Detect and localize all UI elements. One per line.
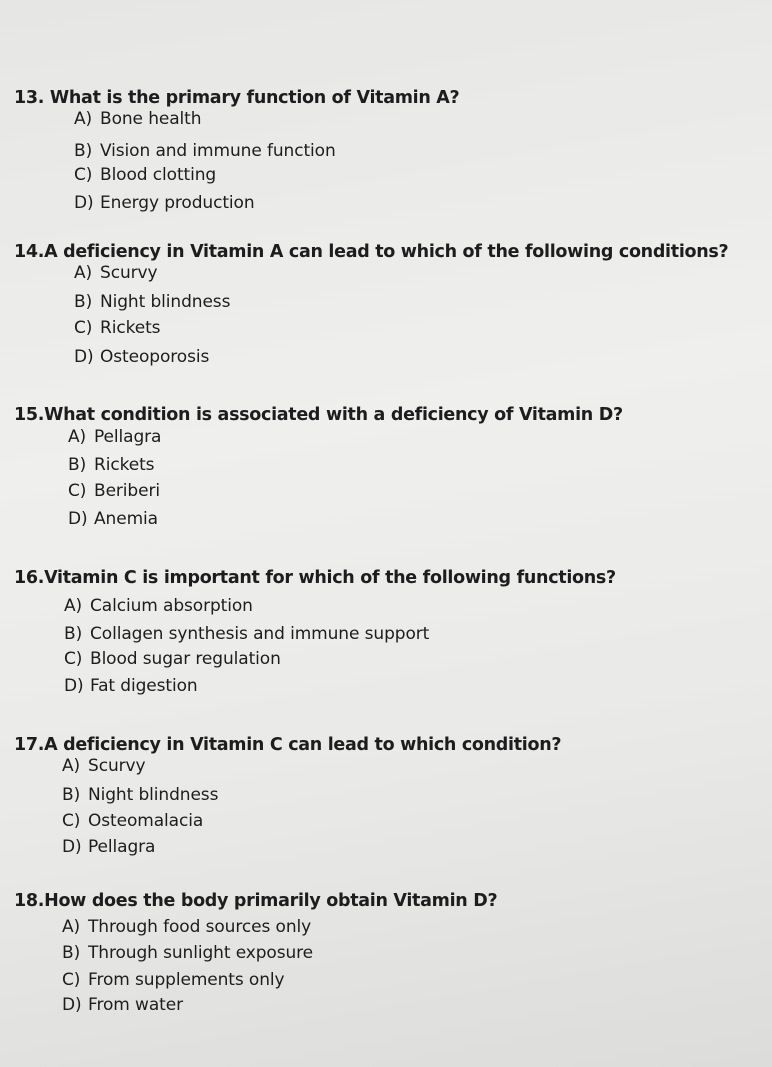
option-letter: D) [64, 676, 84, 696]
option-letter: A) [62, 917, 81, 937]
question-15-option-b[interactable] [68, 455, 154, 475]
question-17-option-a[interactable] [62, 756, 145, 776]
question-13-option-a[interactable] [74, 109, 201, 129]
question-18-option-c[interactable] [62, 970, 285, 990]
question-16-option-a[interactable] [64, 596, 253, 616]
option-letter: B) [74, 141, 93, 161]
option-letter: A) [64, 596, 83, 616]
question-17-option-b[interactable] [62, 785, 218, 805]
question-15-option-c[interactable] [68, 481, 160, 501]
question-13-option-c[interactable] [74, 165, 216, 185]
option-letter: B) [74, 292, 93, 312]
option-text: Night blindness [88, 785, 219, 805]
option-letter: C) [62, 811, 81, 831]
option-text: Rickets [100, 318, 161, 338]
option-text: From supplements only [88, 970, 285, 990]
option-letter: B) [64, 624, 83, 644]
option-text: Fat digestion [90, 676, 198, 696]
option-text: Pellagra [88, 837, 156, 857]
option-text: Osteomalacia [88, 811, 204, 831]
question-14-option-b[interactable] [74, 292, 230, 312]
question-13-option-b[interactable] [74, 141, 336, 161]
option-text: Osteoporosis [100, 347, 210, 367]
option-text: Vision and immune function [100, 141, 336, 161]
option-text: Collagen synthesis and immune support [90, 624, 430, 644]
question-14-option-a[interactable] [74, 263, 157, 283]
question-17-title: 17.A deficiency in Vitamin C can lead to which condition? [14, 735, 562, 755]
option-text: Anemia [94, 509, 158, 529]
option-letter: D) [74, 347, 94, 367]
question-17-option-c[interactable] [62, 811, 203, 831]
question-18-title: 18.How does the body primarily obtain Vitamin D? [14, 891, 498, 911]
option-text: Rickets [94, 455, 155, 475]
question-16-option-b[interactable] [64, 624, 429, 644]
question-14-option-d[interactable] [74, 347, 209, 367]
option-letter: A) [74, 263, 93, 283]
option-letter: B) [62, 943, 81, 963]
option-letter: B) [62, 785, 81, 805]
option-text: Through sunlight exposure [88, 943, 314, 963]
option-text: Bone health [100, 109, 202, 129]
option-letter: C) [74, 165, 93, 185]
question-18-option-d[interactable] [62, 995, 183, 1015]
question-17-option-d[interactable] [62, 837, 155, 857]
option-letter: D) [68, 509, 88, 529]
option-text: Beriberi [94, 481, 160, 501]
option-text: Scurvy [88, 756, 146, 776]
option-text: Blood sugar regulation [90, 649, 281, 669]
question-18-option-b[interactable] [62, 943, 313, 963]
question-16-option-c[interactable] [64, 649, 281, 669]
option-letter: D) [62, 837, 82, 857]
option-letter: A) [74, 109, 93, 129]
option-letter: C) [68, 481, 87, 501]
option-text: Calcium absorption [90, 596, 253, 616]
option-letter: A) [62, 756, 81, 776]
question-15-option-a[interactable] [68, 427, 161, 447]
question-14-title: 14.A deficiency in Vitamin A can lead to which of the following conditions? [14, 242, 729, 262]
option-letter: C) [74, 318, 93, 338]
option-letter: D) [74, 193, 94, 213]
question-13-title: 13. What is the primary function of Vitamin A? [14, 88, 460, 108]
option-text: Energy production [100, 193, 255, 213]
option-letter: A) [68, 427, 87, 447]
option-letter: C) [64, 649, 83, 669]
option-text: Scurvy [100, 263, 158, 283]
question-15-option-d[interactable] [68, 509, 158, 529]
option-text: Blood clotting [100, 165, 217, 185]
option-text: Pellagra [94, 427, 162, 447]
question-13-option-d[interactable] [74, 193, 255, 213]
option-letter: D) [62, 995, 82, 1015]
option-text: Night blindness [100, 292, 231, 312]
question-15-title: 15.What condition is associated with a deficiency of Vitamin D? [14, 405, 623, 425]
question-14-option-c[interactable] [74, 318, 160, 338]
option-letter: C) [62, 970, 81, 990]
question-16-option-d[interactable] [64, 676, 198, 696]
option-text: From water [88, 995, 183, 1015]
option-letter: B) [68, 455, 87, 475]
question-18-option-a[interactable] [62, 917, 311, 937]
question-16-title: 16.Vitamin C is important for which of the following functions? [14, 568, 616, 588]
option-text: Through food sources only [88, 917, 312, 937]
